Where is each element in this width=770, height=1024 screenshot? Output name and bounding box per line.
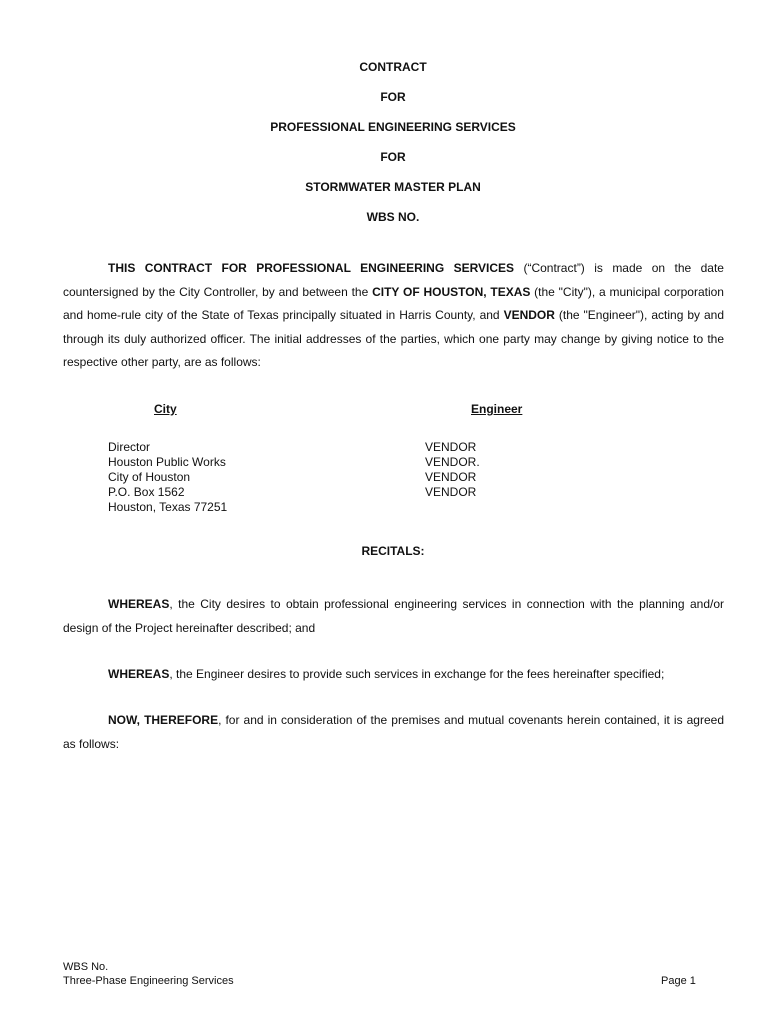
- title-line-project: STORMWATER MASTER PLAN: [305, 180, 481, 194]
- intro-text-2: (the "City"), a municipal corporation and home-rule city of the State of Texas principally situated in Harris County, and: [63, 284, 724, 322]
- intro-text-3: (the "Engineer"), acting by and through its duly authorized officer. The initial addresses of the parties, which one party may change by giving notice to the respective other party, are as follows:: [63, 308, 724, 369]
- city-address-line: P.O. Box 1562: [108, 485, 185, 499]
- footer-services: Three-Phase Engineering Services: [63, 975, 234, 987]
- engineer-address-block: [425, 440, 480, 500]
- city-address-line: City of Houston: [108, 470, 191, 484]
- title-line-for-1: FOR: [380, 90, 406, 104]
- city-address-block: [108, 440, 227, 515]
- intro-bold-vendor: VENDOR: [503, 308, 555, 322]
- recital-2-text: , the Engineer desires to provide such services in exchange for the fees hereinafter specified;: [169, 667, 665, 681]
- recitals-heading: RECITALS:: [361, 544, 425, 558]
- title-line-wbs: WBS NO.: [366, 210, 420, 224]
- engineer-address-line: VENDOR.: [425, 455, 480, 469]
- recital-2-bold: WHEREAS: [108, 667, 170, 681]
- recital-paragraph-3: [63, 709, 724, 756]
- engineer-address-line: VENDOR: [425, 485, 477, 499]
- city-address-line: Houston Public Works: [108, 455, 226, 469]
- intro-bold-city: CITY OF HOUSTON, TEXAS: [372, 284, 531, 299]
- footer-left: [63, 960, 234, 988]
- recital-1-text: , the City desires to obtain professional engineering services in connection with the planning and/or design of the Project hereinafter described; and: [63, 597, 724, 635]
- city-address-line: Houston, Texas 77251: [108, 500, 228, 514]
- city-address-line: Director: [108, 440, 151, 454]
- engineer-address-line: VENDOR: [425, 470, 477, 484]
- recital-paragraph-1: [63, 593, 724, 640]
- intro-bold-contract: THIS CONTRACT FOR PROFESSIONAL ENGINEERING SERVICES: [108, 261, 515, 275]
- footer-page-number: Page 1: [661, 975, 696, 987]
- title-line-contract: CONTRACT: [359, 60, 427, 74]
- title-line-for-2: FOR: [380, 150, 406, 164]
- intro-paragraph: [63, 257, 724, 375]
- contract-title-block: [0, 58, 770, 238]
- recital-1-bold: WHEREAS: [108, 597, 170, 611]
- engineer-heading: Engineer: [471, 402, 523, 416]
- recital-paragraph-2: [63, 663, 724, 687]
- title-line-services: PROFESSIONAL ENGINEERING SERVICES: [270, 120, 516, 134]
- city-heading: City: [154, 402, 177, 416]
- engineer-address-line: VENDOR: [425, 440, 477, 454]
- footer-wbs: WBS No.: [63, 961, 109, 973]
- recital-3-text: , for and in consideration of the premises and mutual covenants herein contained, it is agreed as follows:: [63, 713, 724, 751]
- intro-text-1: (“Contract”) is made on the date countersigned by the City Controller, by and between the: [63, 261, 724, 299]
- recital-3-bold: NOW, THEREFORE: [108, 713, 219, 727]
